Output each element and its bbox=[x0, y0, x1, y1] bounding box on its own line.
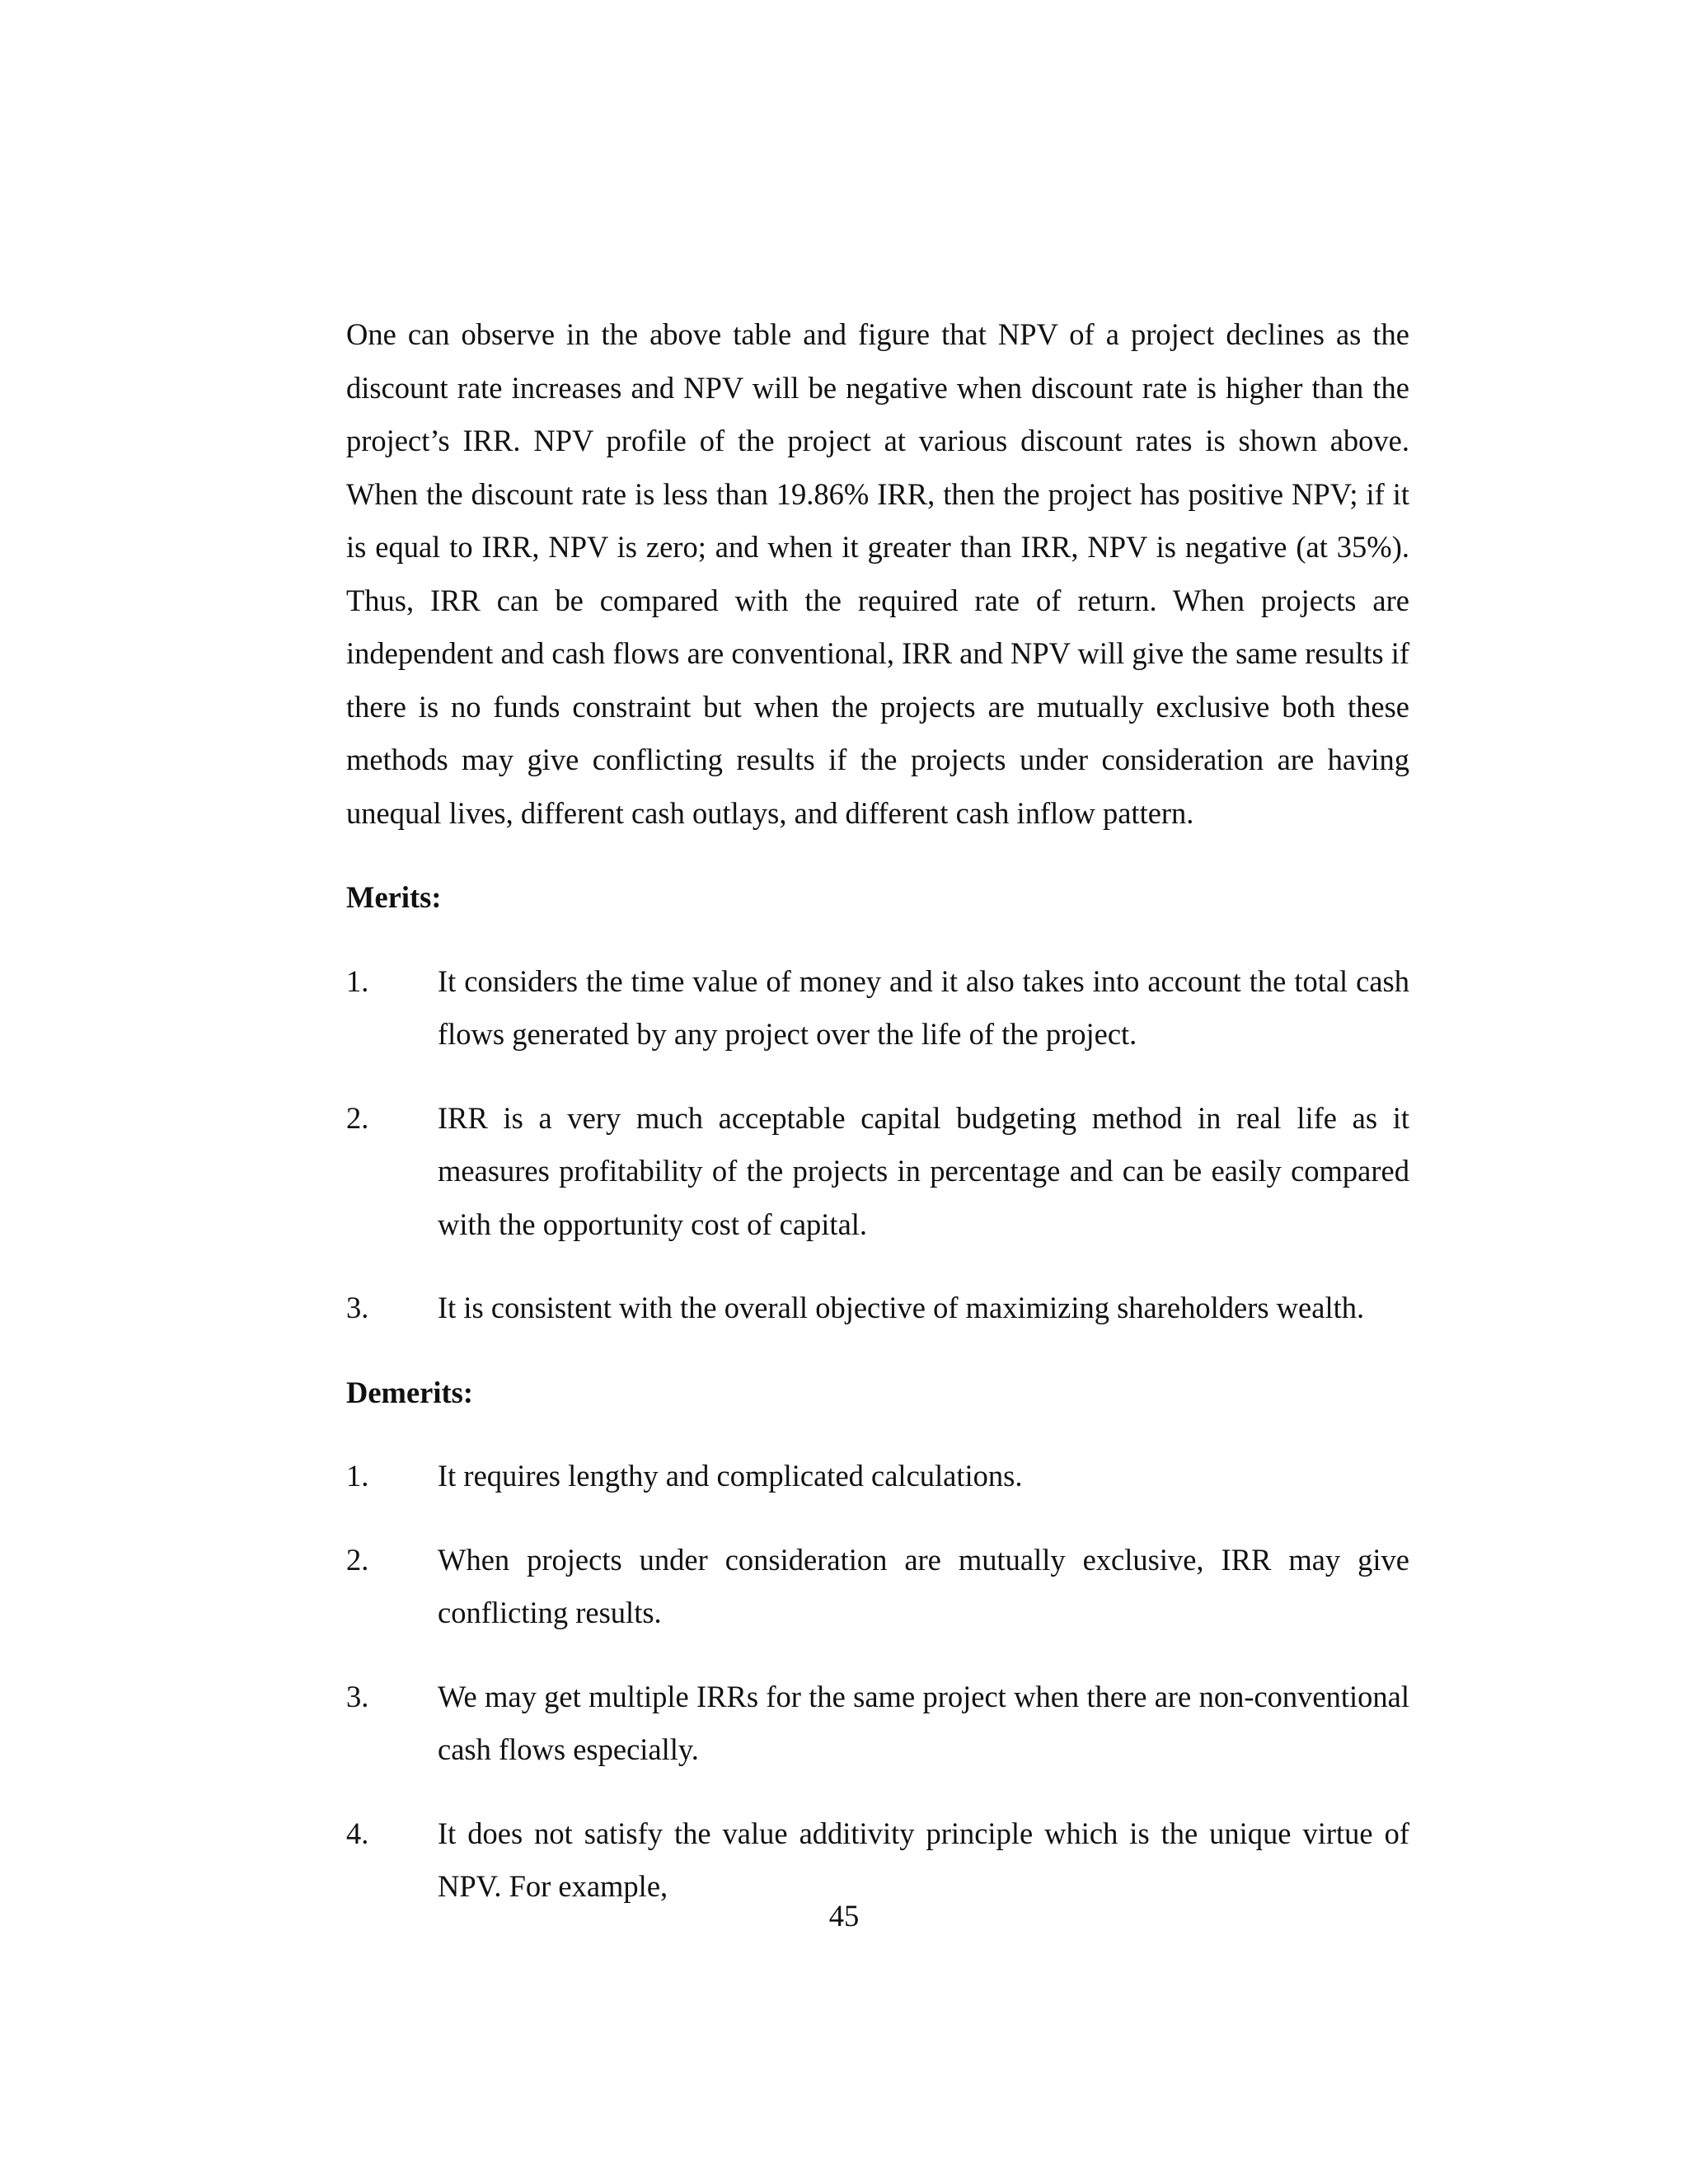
merits-list bbox=[346, 955, 1409, 1335]
merits-item-3 bbox=[346, 1282, 1409, 1335]
list-item-text: IRR is a very much acceptable capital budgeting method in real life as it measures profitability of the projects in percentage and can be easily compared with the opportunity cost of capital. bbox=[438, 1100, 1409, 1241]
list-item-text: We may get multiple IRRs for the same project when there are non-conventional cash flows especially. bbox=[438, 1679, 1409, 1766]
demerits-item-1 bbox=[346, 1450, 1409, 1503]
list-item-text: It does not satisfy the value additivity principle which is the unique virtue of NPV. For example, bbox=[438, 1816, 1409, 1903]
list-item-text: It considers the time value of money and it also takes into account the total cash flows generated by any project over the life of the project. bbox=[438, 963, 1409, 1051]
list-item-text: When projects under consideration are mutually exclusive, IRR may give conflicting results. bbox=[438, 1542, 1409, 1629]
list-item-number: 3. bbox=[346, 1679, 369, 1713]
merits-item-2 bbox=[346, 1092, 1409, 1252]
merits-heading: Merits: bbox=[346, 880, 442, 914]
list-item-number: 1. bbox=[346, 963, 369, 998]
list-item-number: 2. bbox=[346, 1100, 369, 1135]
demerits-item-2 bbox=[346, 1534, 1409, 1640]
demerits-item-3 bbox=[346, 1671, 1409, 1777]
list-item-number: 2. bbox=[346, 1542, 369, 1577]
body-paragraph: One can observe in the above table and figure that NPV of a project declines as the discount rate increases and NPV will be negative when discount rate is higher than the project’s IRR. NPV profile of the project at various discount rates is shown above. When the discount rate is less than 19.86% IRR, then the project has positive NPV; if it is equal to IRR, NPV is zero; and when it greater than IRR, NPV is negative (at 35%). Thus, IRR can be compared with the required rate of return. When projects are independent and cash flows are conventional, IRR and NPV will give the same results if there is no funds constraint but when the projects are mutually exclusive both these methods may give conflicting results if the projects under consideration are having unequal lives, different cash outlays, and different cash inflow pattern. bbox=[346, 317, 1409, 830]
list-item-text: It requires lengthy and complicated calculations. bbox=[438, 1459, 1023, 1493]
list-item-text: It is consistent with the overall objective of maximizing shareholders wealth. bbox=[438, 1291, 1365, 1324]
page-number: 45 bbox=[828, 1899, 860, 1933]
demerits-heading: Demerits: bbox=[346, 1375, 474, 1409]
list-item-number: 3. bbox=[346, 1291, 369, 1324]
list-item-number: 4. bbox=[346, 1816, 369, 1850]
demerits-list bbox=[346, 1450, 1409, 1914]
page-content bbox=[346, 308, 1409, 1944]
merits-item-1 bbox=[346, 955, 1409, 1062]
list-item-number: 1. bbox=[346, 1459, 369, 1493]
